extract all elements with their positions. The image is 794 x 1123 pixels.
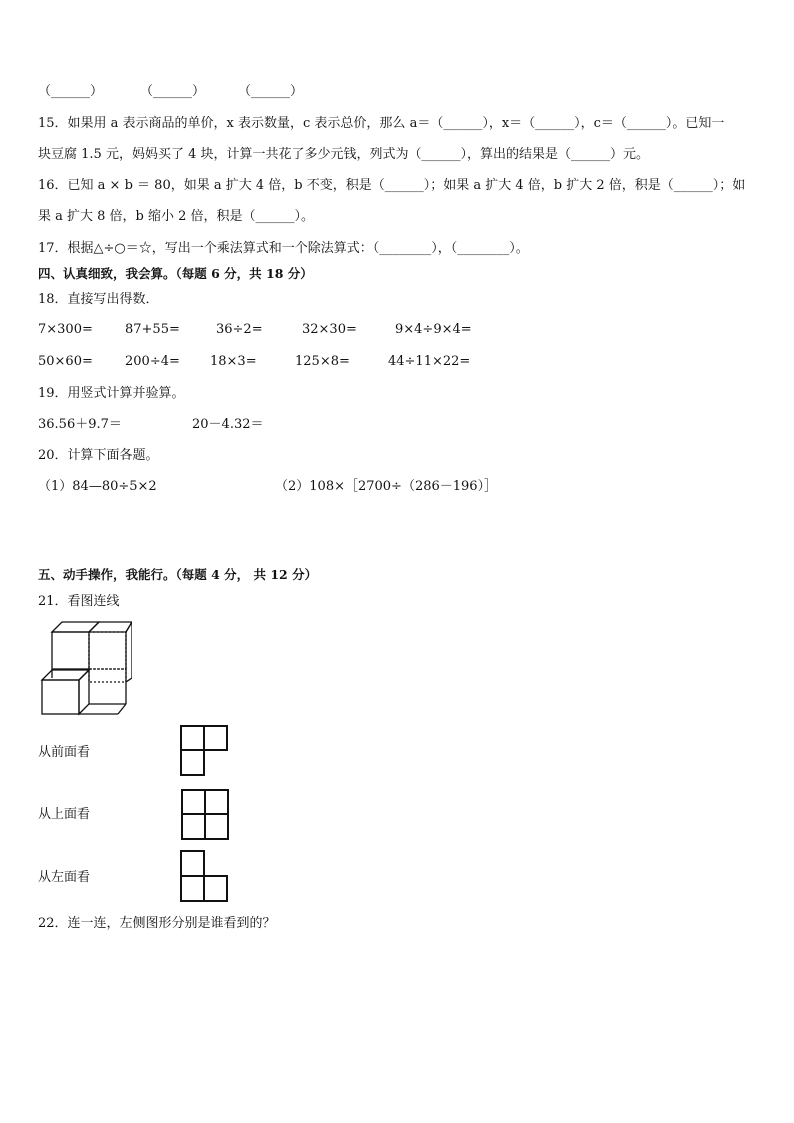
cube-stack-figure: [38, 618, 132, 718]
blank-1[interactable]: （______）: [38, 84, 104, 99]
calc-item: 7×300=: [38, 322, 93, 337]
view-label-left: 从左面看: [38, 870, 91, 885]
view-label-top: 从上面看: [38, 807, 91, 822]
calc-item: 36÷2=: [216, 322, 263, 337]
calc-item: 9×4÷9×4=: [395, 322, 472, 337]
question-22: 22．连一连，左侧图形分别是谁看到的？: [38, 916, 276, 931]
calc-item: 44÷11×22=: [388, 354, 471, 369]
question-16-line-1: 16．已知 a × b ＝ 80，如果 a 扩大 4 倍，b 不变，积是（______）；如果 a 扩大 4 倍，b 扩大 2 倍，积是（______）；如: [38, 178, 746, 193]
question-17: 17．根据△÷○＝☆，写出一个乘法算式和一个除法算式：（________），（________）。: [38, 241, 529, 256]
question-19-item-1: 36.56＋9.7＝: [38, 417, 122, 432]
calc-item: 87+55=: [125, 322, 180, 337]
blank-3[interactable]: （______）: [238, 84, 304, 99]
calc-item: 200÷4=: [125, 354, 180, 369]
calc-item: 18×3=: [210, 354, 257, 369]
front-view-figure[interactable]: [180, 725, 230, 777]
question-20-title: 20．计算下面各题。: [38, 448, 159, 463]
section-5-heading: 五、动手操作，我能行。（每题 4 分， 共 12 分）: [38, 567, 318, 582]
calc-item: 50×60=: [38, 354, 93, 369]
question-19-title: 19．用竖式计算并验算。: [38, 386, 185, 401]
question-15-line-2: 块豆腐 1.5 元，妈妈买了 4 块，计算一共花了多少元钱，列式为（______），算出的结果是（______）元。: [38, 147, 649, 162]
question-20-item-1: （1）84—80÷5×2: [38, 479, 157, 494]
question-18-title: 18．直接写出得数．: [38, 292, 159, 307]
calc-item: 125×8=: [295, 354, 350, 369]
question-16-line-2: 果 a 扩大 8 倍，b 缩小 2 倍，积是（______）。: [38, 209, 315, 224]
question-19-item-2: 20－4.32＝: [192, 417, 264, 432]
question-21-title: 21．看图连线: [38, 594, 120, 609]
section-4-heading: 四、认真细致，我会算。（每题 6 分，共 18 分）: [38, 266, 313, 281]
calc-item: 32×30=: [302, 322, 357, 337]
left-view-figure[interactable]: [180, 850, 230, 904]
blank-2[interactable]: （______）: [140, 84, 206, 99]
view-label-front: 从前面看: [38, 745, 91, 760]
question-20-item-2: （2）108×［2700÷（286－196）］: [275, 479, 498, 494]
top-view-figure[interactable]: [180, 788, 230, 842]
question-15-line-1: 15．如果用 a 表示商品的单价，x 表示数量，c 表示总价，那么 a＝（______），x＝（______），c＝（______）。已知一: [38, 116, 725, 131]
